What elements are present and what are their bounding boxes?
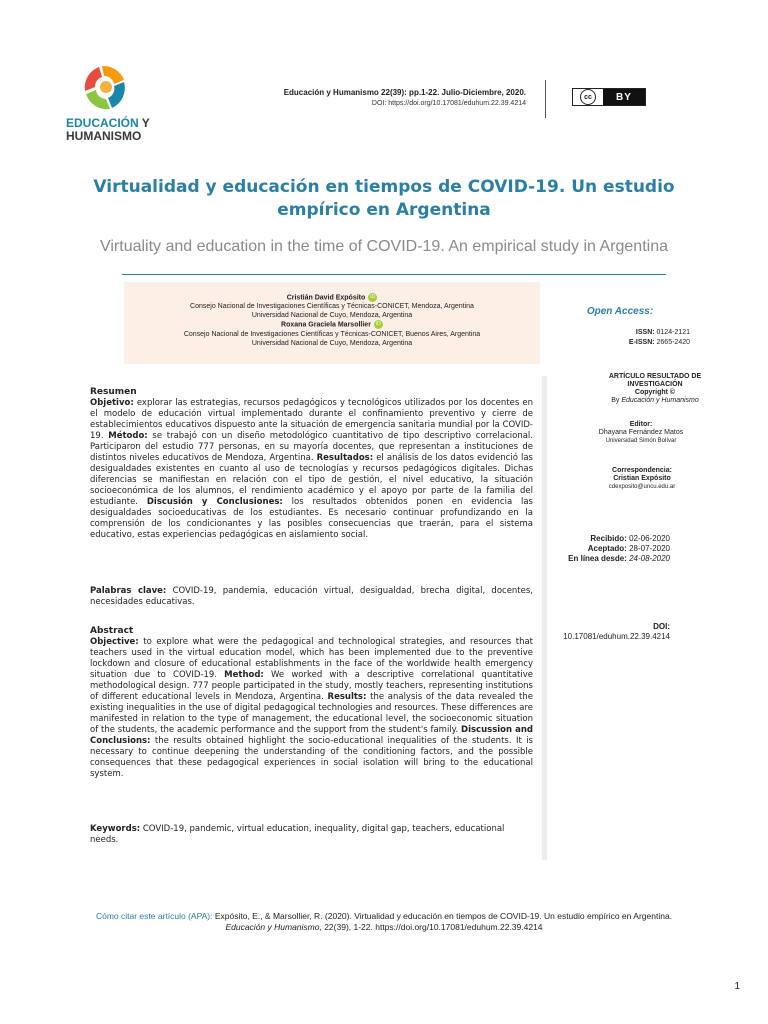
- editor-name: Dhayana Fernández Matos: [598, 429, 684, 436]
- abstract-text: [90, 637, 533, 780]
- logo-line1: EDUCACIÓN: [66, 116, 139, 130]
- keywords-label: Keywords:: [90, 824, 141, 834]
- online-date: 24-08-2020: [626, 554, 670, 563]
- logo-wordmark: [66, 117, 150, 143]
- metodo-label: Método:: [108, 431, 148, 441]
- orcid-icon[interactable]: iD: [368, 293, 377, 302]
- discussion-text: the results obtained highlight the socio-educational inequalities of the students. It is necessary to continue deepening the understanding of the conditioning factors, and the possible consequences that these pedagogical experiences in social isolation will bring to the educational system.: [90, 736, 533, 779]
- resumen-text: [90, 398, 533, 541]
- issn-value: 0124-2121: [654, 329, 690, 336]
- eissn-value: 2665-2420: [654, 339, 690, 346]
- logo-line2: HUMANISMO: [66, 129, 142, 143]
- resumen-heading: Resumen: [90, 387, 137, 397]
- article-subtitle: Virtuality and education in the time of COVID-19. An empirical study in Argentina: [99, 238, 668, 255]
- received-label: Recibido:: [590, 534, 627, 543]
- doi-block: [556, 622, 670, 642]
- discussion-label: Discussion and Conclusions:: [90, 725, 533, 746]
- open-access-label: Open Access:: [586, 306, 654, 317]
- header-divider: [545, 80, 546, 118]
- author-affiliation: Universidad Nacional de Cuyo, Mendoza, Argentina: [251, 339, 413, 347]
- how-to-cite-journal: Educación y Humanismo,: [225, 922, 322, 932]
- keywords: [90, 824, 533, 846]
- how-to-cite-label: Cómo citar este artículo (APA):: [95, 911, 213, 921]
- resultados-label: Resultados:: [316, 453, 374, 463]
- copyright-holder: Educación y Humanismo: [621, 397, 699, 404]
- palabras-label: Palabras clave:: [90, 586, 167, 596]
- accepted-label: Aceptado:: [587, 544, 627, 553]
- resultados-text: el análisis de los datos evidenció las desigualdades existentes en cuanto al uso de tecnologías y recursos pedagógicos digitales. Dichas diferencias se manifiestan en relación con el tipo de gestión, el nivel educativo, la situación socioeconómica de los alumnos, el rendimiento académico y el apoyo por parte de la familia del estudiante.: [90, 453, 533, 507]
- objective-text: to explore what were the pedagogical and technological strategies, and resources that teachers used in the virtual education model, which has been implemented due to the preventive lockdown and closure of educational establishments in the face of the worldwide health emergency situation due to COVID-19.: [90, 637, 533, 680]
- online-label: En línea desde:: [568, 554, 627, 563]
- correspondence-email[interactable]: cdexposito@uncu.edu.ar: [608, 484, 676, 490]
- copyright-label: Copyright ©: [634, 389, 676, 396]
- authors-block: [124, 293, 540, 348]
- results-label: Results:: [327, 692, 367, 702]
- objective-label: Objective:: [90, 637, 139, 647]
- doi-label: DOI:: [653, 622, 670, 631]
- cc-icon: cc: [580, 89, 596, 105]
- author-affiliation: Consejo Nacional de Investigaciones Científicas y Técnicas-CONICET, Buenos Aires, Argentina: [183, 330, 481, 338]
- editor-label: Editor:: [629, 421, 653, 428]
- issn-label: ISSN:: [635, 329, 655, 336]
- copyright-by: By: [611, 397, 622, 404]
- keywords-text: COVID-19, pandemic, virtual education, inequality, digital gap, teachers, educational needs.: [90, 824, 505, 845]
- method-label: Method:: [224, 670, 264, 680]
- resumen-section: [90, 386, 533, 541]
- how-to-cite-text1: Expósito, E., & Marsollier, R. (2020). Virtualidad y educación en tiempos de COVID-19. Un estudio empírico en Argentina.: [212, 911, 673, 921]
- discusion-label: Discusión y Conclusiones:: [146, 497, 283, 507]
- objetivo-label: Objetivo:: [90, 398, 134, 408]
- abstract-section: [90, 625, 533, 780]
- header-doi-link[interactable]: DOI: https://doi.org/10.17081/eduhum.22.39.4214: [371, 100, 526, 107]
- how-to-cite-text2: 22(39), 1-22. https://doi.org/10.17081/eduhum.22.39.4214: [321, 922, 543, 932]
- dates-block: [556, 534, 670, 564]
- issn-block: [560, 328, 690, 348]
- author-affiliation: Consejo Nacional de Investigaciones Científicas y Técnicas-CONICET, Mendoza, Argentina: [190, 303, 474, 311]
- doi-value[interactable]: 10.17081/eduhum.22.39.4214: [563, 632, 670, 641]
- editor-block: [588, 421, 694, 445]
- author-name: Cristián David Expósito: [286, 294, 366, 302]
- correspondence-block: [590, 467, 694, 491]
- correspondence-name: Cristian Expósito: [613, 475, 671, 482]
- cc-by-license-badge[interactable]: [572, 88, 646, 106]
- editor-affiliation: Universidad Simón Bolívar: [605, 438, 677, 444]
- eissn-label: E-ISSN:: [628, 339, 655, 346]
- correspondence-label: Correspondencia:: [612, 467, 672, 474]
- objetivo-text: explorar las estrategias, recursos pedagógicos y tecnológicos utilizados por los docentes en el modelo de educación virtual implementado durante el confinamiento preventivo y cierre de establecimientos educativos dispuesto ante la situación de emergencia sanitaria mundial por la COVID-19.: [90, 398, 533, 441]
- received-date: 02-06-2020: [626, 534, 670, 543]
- palabras-text: COVID-19, pandemia, educación virtual, desigualdad, brecha digital, docentes, necesidades educativas.: [90, 586, 534, 607]
- sidebar-divider: [542, 376, 547, 860]
- author-affiliation: Universidad Nacional de Cuyo, Mendoza, Argentina: [251, 312, 413, 320]
- title-divider: [122, 274, 666, 275]
- orcid-icon[interactable]: iD: [374, 320, 383, 329]
- metodo-text: se trabajó con un diseño metodológico cuantitativo de tipo descriptivo correlacional. Participaron del estudio 777 personas, en su mayoría docentes, que representan a instituciones de distintos niveles educativos de Mendoza, Argentina.: [90, 431, 533, 463]
- logo-line1-y: Y: [138, 116, 150, 130]
- results-text: the analysis of the data revealed the existing inequalities in the use of digital pedagogical technologies and resources. These differences are manifested in relation to the type of management, the educational level, the socioeconomic situation of the students, the academic performance and the support from the student's family.: [90, 692, 533, 735]
- article-title: Virtualidad y educación en tiempos de COVID-19. Un estudio empírico en Argentina: [93, 177, 675, 220]
- article-type: ARTÍCULO RESULTADO DE INVESTIGACIÓN: [608, 373, 702, 388]
- journal-citation: Educación y Humanismo 22(39): pp.1-22. Julio-Diciembre, 2020.: [283, 88, 526, 97]
- discusion-text: los resultados obtenidos ponen en evidencia las desigualdades socioeducativas de los estudiantes. Es necesario continuar profundizando en la comprensión de los condicionantes y las posibles consecuencias que traerán, para el sistema educativo, estas experiencias pedagógicas en aislamiento social.: [90, 497, 533, 540]
- how-to-cite: [84, 911, 684, 933]
- method-text: We worked with a descriptive correlational quantitative methodological design. 777 people participated in the study, mostly teachers, representing institutions of different educational levels in Mendoza, Argentina.: [90, 670, 533, 702]
- cc-by-label: BY: [603, 89, 645, 105]
- palabras-clave: [90, 586, 533, 608]
- article-type-block: [600, 373, 710, 405]
- accepted-date: 28-07-2020: [626, 544, 670, 553]
- page-number: 1: [734, 981, 740, 992]
- abstract-heading: Abstract: [90, 626, 134, 636]
- author-name: Roxana Graciela Marsollier: [281, 321, 371, 329]
